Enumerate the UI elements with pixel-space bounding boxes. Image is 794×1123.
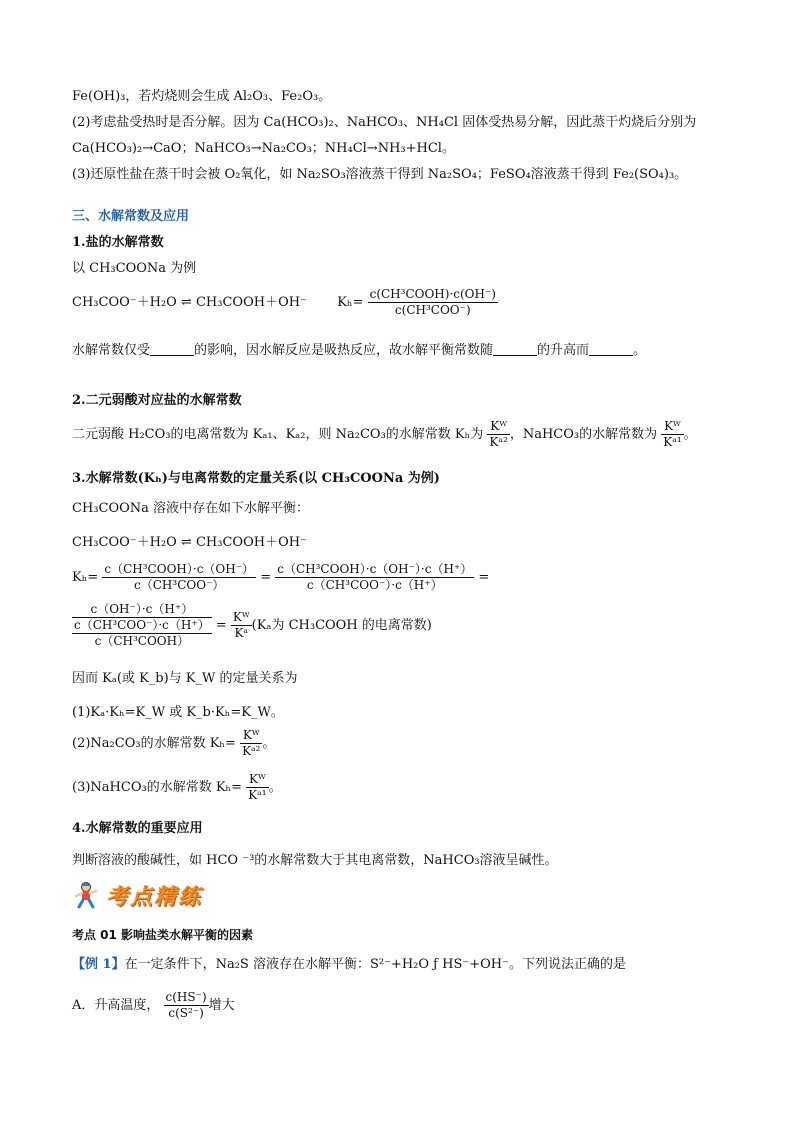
text-line: 因而 Kₐ(或 K_b)与 K_W 的定量关系为 (72, 671, 298, 686)
numerator: c（OH⁻）·c（H⁺） (72, 602, 212, 618)
example-question (72, 956, 626, 974)
denominator: c（CH³COOH） (94, 634, 190, 648)
denominator: Kᵃ¹ (663, 435, 682, 449)
text: (2)Na₂CO₃的水解常数 Kₕ= (72, 736, 236, 751)
text: 的影响，因水解反应是吸热反应，故水解平衡常数随 (194, 343, 494, 358)
option-label: A．升高温度， (72, 998, 160, 1013)
numerator: c（CH³COOH）·c（OH⁻） (104, 562, 255, 576)
kh-fraction (368, 287, 498, 318)
text-line: CH₃COONa 溶液中存在如下水解平衡： (72, 501, 310, 516)
numerator: Kᵂ (487, 419, 509, 435)
list-item: (1)Kₐ·Kₕ=K_W 或 K_b·Kₕ=K_W。 (72, 705, 284, 720)
fraction (240, 728, 262, 759)
section-banner (72, 880, 202, 910)
fraction (487, 419, 509, 450)
equals: = (260, 570, 272, 585)
exam-point-title: 考点 01 影响盐类水解平衡的因素 (72, 928, 254, 942)
denominator: c(S²⁻) (168, 1006, 204, 1020)
text: 。 (633, 343, 647, 358)
fraction (102, 562, 256, 593)
question-stem: 在一定条件下，Na₂S 溶液存在水解平衡：S²⁻+H₂O ƒ HS⁻+OH⁻。下列说法正确的是 (124, 957, 626, 972)
subheading: 3.水解常数(Kₕ)与电离常数的定量关系(以 CH₃COONa 为例) (72, 471, 440, 486)
text-line: Ca(HCO₃)₂→CaO；NaHCO₃→Na₂CO₃；NH₄Cl→NH₃+HCl。 (72, 141, 455, 156)
text: 水解常数仅受 (72, 343, 151, 358)
fraction (275, 562, 474, 593)
equation: CH₃COO⁻＋H₂O ⇌ CH₃COOH＋OH⁻ (72, 295, 307, 310)
subheading: 1.盐的水解常数 (72, 235, 164, 250)
option-a[interactable] (72, 986, 235, 1026)
text: 的升高而 (537, 343, 590, 358)
text: 二元弱酸 H₂CO₃的电离常数为 Kₐ₁、Kₐ₂，则 Na₂CO₃的水解常数 Kₕ为 (72, 427, 484, 442)
text: (3)NaHCO₃的水解常数 Kₕ= (72, 780, 243, 795)
list-item (72, 726, 276, 762)
example-tag: 【例 1】 (72, 957, 125, 972)
numerator: Kᵂ (661, 419, 683, 435)
kh-label: Kₕ= (337, 295, 364, 310)
denominator: c（CH³COO⁻） (134, 578, 225, 592)
denominator: Kᵃ¹ (248, 788, 267, 802)
text: 。 (268, 780, 282, 795)
kh-derivation-row2 (72, 602, 432, 649)
denominator: Kᵃ² (242, 744, 261, 758)
text-line: (2)考虑盐受热时是否分解。因为 Ca(HCO₃)₂、NaHCO₃、NH₄Cl 固体受热易分解，因此蒸干灼烧后分别为 (72, 115, 697, 130)
subheading: 4.水解常数的重要应用 (72, 821, 203, 836)
option-text: 增大 (208, 998, 235, 1013)
denominator: Kᵃ (234, 626, 249, 640)
text: ，NaHCO₃的水解常数为 (509, 427, 658, 442)
subheading: 2.二元弱酸对应盐的水解常数 (72, 393, 242, 408)
answer-blank[interactable] (150, 343, 194, 356)
denominator (72, 618, 212, 649)
text-line: 以 CH₃COONa 为例 (72, 261, 197, 276)
text-line: Fe(OH)₃，若灼烧则会生成 Al₂O₃、Fe₂O₃。 (72, 89, 332, 104)
text: (Kₐ为 CH₃COOH 的电离常数) (251, 618, 432, 633)
section-title: 三、水解常数及应用 (72, 209, 190, 224)
numerator: c（CH³COO⁻）·c（H⁺） (74, 618, 210, 632)
numerator: c（CH³COOH）·c（OH⁻）·c（H⁺） (277, 562, 473, 576)
denominator: c(CH³COO⁻) (394, 303, 471, 317)
kh-label: Kₕ= (72, 570, 99, 585)
runner-icon (72, 881, 100, 909)
text-line: (3)还原性盐在蒸干时会被 O₂氧化，如 Na₂SO₃溶液蒸干得到 Na₂SO₄；FeSO₄溶液蒸干得到 Fe₂(SO₄)₃。 (72, 167, 688, 182)
kh-derivation-row1 (72, 558, 489, 598)
list-item (72, 770, 282, 806)
numerator: Kᵂ (240, 728, 262, 744)
numerator: Kᵂ (246, 772, 268, 788)
answer-blank[interactable] (589, 343, 633, 356)
equation-kh (72, 286, 498, 320)
text: 。 (262, 736, 276, 751)
numerator: c(CH³COOH)·c(OH⁻) (369, 287, 496, 301)
answer-blank[interactable] (493, 343, 537, 356)
banner-title: 考点精练 (106, 884, 203, 910)
text: 。 (683, 427, 697, 442)
inner-fraction (72, 618, 212, 649)
fill-blank-paragraph (72, 342, 646, 360)
denominator: Kᵃ² (489, 435, 508, 449)
fraction (246, 772, 268, 803)
denominator: c（CH³COO⁻）·c（H⁺） (306, 578, 443, 592)
fraction (231, 610, 252, 641)
equals: = (478, 570, 490, 585)
equals: = (215, 618, 227, 633)
compound-fraction (72, 602, 212, 649)
fraction (164, 990, 209, 1021)
equation: CH₃COO⁻＋H₂O ⇌ CH₃COOH＋OH⁻ (72, 535, 307, 550)
numerator: c(HS⁻) (165, 990, 207, 1004)
text-line (72, 418, 697, 452)
text-line: 判断溶液的酸碱性，如 HCO ⁻³的水解常数大于其电离常数，NaHCO₃溶液呈碱性。 (72, 853, 558, 868)
numerator: Kᵂ (232, 610, 250, 624)
fraction (661, 419, 683, 450)
